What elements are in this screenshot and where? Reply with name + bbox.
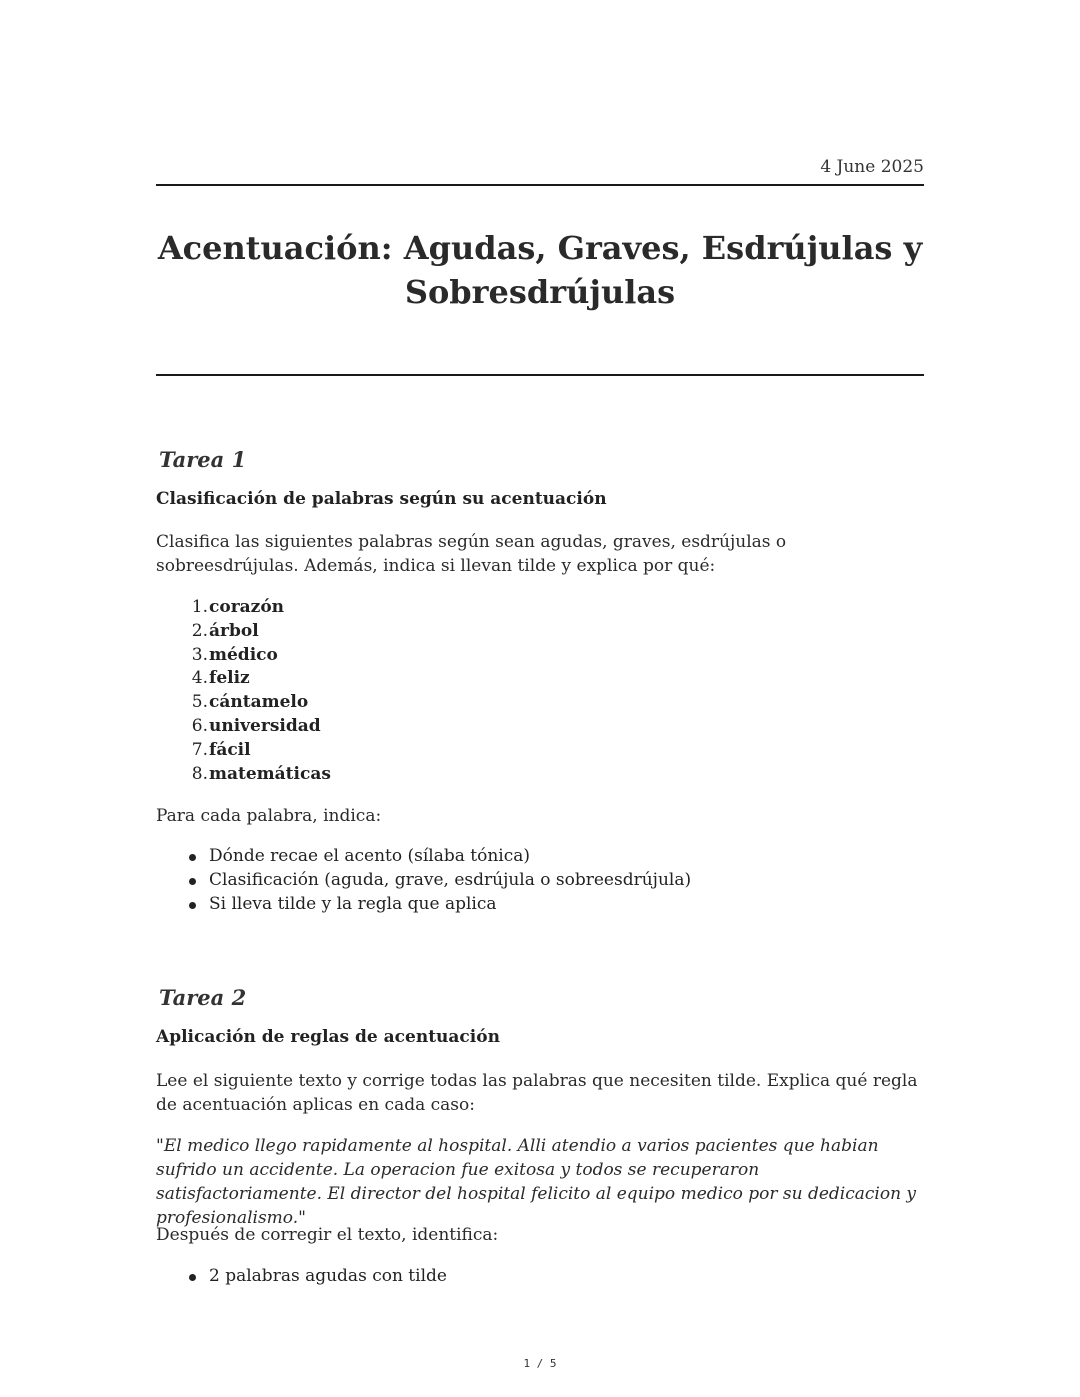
list-number: 6. xyxy=(191,715,208,736)
document-title: Acentuación: Agudas, Graves, Esdrújulas y Sobresdrújulas xyxy=(157,229,923,311)
list-item xyxy=(156,763,331,787)
list-word: árbol xyxy=(209,620,259,641)
document-date: 4 June 2025 xyxy=(820,157,924,177)
list-word: cántamelo xyxy=(209,692,309,713)
header-divider xyxy=(156,184,924,186)
task-2-bullet-list xyxy=(156,1265,447,1289)
bullet-text: 2 palabras agudas con tilde xyxy=(209,1266,447,1286)
task-1-intro: Clasifica las siguientes palabras según sean agudas, graves, esdrújulas o sobreesdrújulas. Además, indica si llevan tilde y explica por qué: xyxy=(156,532,787,576)
bullet-icon xyxy=(189,1274,196,1281)
list-number: 4. xyxy=(191,668,208,689)
list-word: fácil xyxy=(209,739,251,760)
list-item xyxy=(156,739,331,763)
list-item xyxy=(156,845,691,869)
list-item xyxy=(156,715,331,739)
list-item xyxy=(156,691,331,715)
list-item xyxy=(156,644,331,668)
bullet-text: Clasificación (aguda, grave, esdrújula o sobreesdrújula) xyxy=(209,869,692,890)
list-number: 8. xyxy=(191,763,208,784)
bullet-icon xyxy=(189,878,196,885)
task-2-intro: Lee el siguiente texto y corrige todas las palabras que necesiten tilde. Explica qué regla de acentuación aplicas en cada caso: xyxy=(156,1071,918,1115)
list-word: matemáticas xyxy=(209,763,331,784)
list-item xyxy=(156,869,691,893)
task-1-subheading: Clasificación de palabras según su acentuación xyxy=(156,489,607,509)
list-item xyxy=(156,667,331,691)
list-word: médico xyxy=(209,644,278,665)
task-1-instruction: Para cada palabra, indica: xyxy=(156,806,382,826)
bullet-icon xyxy=(189,902,196,909)
word-list xyxy=(156,596,331,786)
list-word: universidad xyxy=(209,715,321,736)
task-2-heading: Tarea 2 xyxy=(159,985,247,1010)
list-item xyxy=(156,596,331,620)
list-item xyxy=(156,620,331,644)
list-number: 1. xyxy=(191,597,208,617)
title-divider xyxy=(156,374,924,376)
page-number: 1 / 5 xyxy=(523,1357,557,1370)
list-word: feliz xyxy=(209,668,250,689)
list-number: 2. xyxy=(191,620,208,641)
bullet-icon xyxy=(189,854,196,861)
task-1-bullet-list xyxy=(156,845,691,916)
bullet-text: Dónde recae el acento (sílaba tónica) xyxy=(209,846,531,866)
task-1-heading: Tarea 1 xyxy=(159,447,247,472)
list-number: 5. xyxy=(191,692,208,713)
task-2-quote: "El medico llego rapidamente al hospital. Alli atendio a varios pacientes que habian sufrido un accidente. La operacion fue exitosa y todos se recuperaron satisfactoriamente. El director del hospital felicito al equipo medico por su dedicacion y profesionalismo." xyxy=(156,1136,917,1228)
list-number: 7. xyxy=(191,739,208,760)
bullet-text: Si lleva tilde y la regla que aplica xyxy=(209,893,497,914)
list-number: 3. xyxy=(191,644,208,665)
list-item xyxy=(156,1265,447,1289)
task-2-subheading: Aplicación de reglas de acentuación xyxy=(156,1027,500,1047)
list-item xyxy=(156,893,691,917)
task-2-instruction: Después de corregir el texto, identifica: xyxy=(156,1225,499,1245)
list-word: corazón xyxy=(209,597,285,617)
